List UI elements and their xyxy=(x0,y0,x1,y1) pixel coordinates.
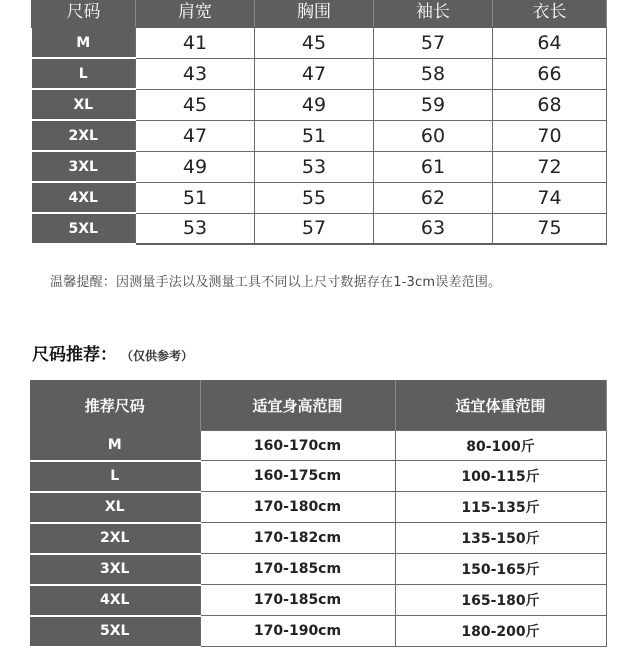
recommendation-note: （仅供参考） xyxy=(127,349,194,363)
weight-range-value: 80-100斤 xyxy=(395,431,606,461)
header-length: 衣长 xyxy=(493,0,607,28)
recommendation-heading: 尺码推荐： xyxy=(32,345,117,365)
header-size: 尺码 xyxy=(32,0,136,28)
table-row xyxy=(30,461,606,492)
header-height-range: 适宜身高范围 xyxy=(200,380,395,431)
weight-range-value: 165-180斤 xyxy=(395,585,606,616)
header-shoulder: 肩宽 xyxy=(136,0,255,28)
size-label: 3XL xyxy=(32,151,136,182)
table-row xyxy=(30,616,606,647)
sleeve-value: 57 xyxy=(374,28,493,59)
height-range-value: 170-180cm xyxy=(200,492,395,523)
length-value: 66 xyxy=(493,58,607,89)
size-label: 2XL xyxy=(32,120,136,151)
size-label: M xyxy=(30,431,200,461)
sleeve-value: 63 xyxy=(374,213,493,244)
size-label: 4XL xyxy=(30,585,200,616)
recommendation-title xyxy=(32,340,193,365)
table-row xyxy=(30,585,606,616)
height-range-value: 170-185cm xyxy=(200,554,395,585)
length-value: 68 xyxy=(493,89,607,120)
size-label: 5XL xyxy=(32,213,136,244)
weight-range-value: 135-150斤 xyxy=(395,523,606,554)
weight-range-value: 180-200斤 xyxy=(395,616,606,647)
size-label: 3XL xyxy=(30,554,200,585)
size-label: M xyxy=(32,28,136,59)
size-label: XL xyxy=(32,89,136,120)
table-row xyxy=(30,492,606,523)
height-range-value: 160-175cm xyxy=(200,461,395,492)
recommendation-table xyxy=(30,380,607,648)
sleeve-value: 59 xyxy=(374,89,493,120)
shoulder-value: 51 xyxy=(136,182,255,213)
length-value: 72 xyxy=(493,151,607,182)
shoulder-value: 47 xyxy=(136,120,255,151)
length-value: 75 xyxy=(493,213,607,244)
size-label: 2XL xyxy=(30,523,200,554)
size-label: L xyxy=(30,461,200,492)
chest-value: 49 xyxy=(255,89,374,120)
chest-value: 47 xyxy=(255,58,374,89)
length-value: 70 xyxy=(493,120,607,151)
height-range-value: 170-185cm xyxy=(200,585,395,616)
recommendation-header-row xyxy=(30,380,606,431)
size-chart-header-row xyxy=(32,0,607,28)
header-sleeve: 袖长 xyxy=(374,0,493,28)
table-row xyxy=(32,120,607,151)
chest-value: 45 xyxy=(255,28,374,59)
weight-range-value: 150-165斤 xyxy=(395,554,606,585)
measurement-tip: 温馨提醒：因测量手法以及测量工具不同以上尺寸数据存在1-3cm误差范围。 xyxy=(50,275,502,290)
header-recommended-size: 推荐尺码 xyxy=(30,380,200,431)
shoulder-value: 49 xyxy=(136,151,255,182)
shoulder-value: 53 xyxy=(136,213,255,244)
height-range-value: 170-182cm xyxy=(200,523,395,554)
size-label: 5XL xyxy=(30,616,200,647)
table-row xyxy=(32,28,607,59)
size-label: 4XL xyxy=(32,182,136,213)
weight-range-value: 115-135斤 xyxy=(395,492,606,523)
table-row xyxy=(32,213,607,244)
height-range-value: 160-170cm xyxy=(200,431,395,461)
height-range-value: 170-190cm xyxy=(200,616,395,647)
table-row xyxy=(32,182,607,213)
chest-value: 55 xyxy=(255,182,374,213)
length-value: 64 xyxy=(493,28,607,59)
sleeve-value: 62 xyxy=(374,182,493,213)
size-label: L xyxy=(32,58,136,89)
weight-range-value: 100-115斤 xyxy=(395,461,606,492)
table-row xyxy=(30,431,606,461)
sleeve-value: 61 xyxy=(374,151,493,182)
length-value: 74 xyxy=(493,182,607,213)
chest-value: 51 xyxy=(255,120,374,151)
sleeve-value: 58 xyxy=(374,58,493,89)
chest-value: 53 xyxy=(255,151,374,182)
table-row xyxy=(32,151,607,182)
header-chest: 胸围 xyxy=(255,0,374,28)
size-label: XL xyxy=(30,492,200,523)
chest-value: 57 xyxy=(255,213,374,244)
table-row xyxy=(30,523,606,554)
table-row xyxy=(32,89,607,120)
header-weight-range: 适宜体重范围 xyxy=(395,380,606,431)
shoulder-value: 43 xyxy=(136,58,255,89)
size-chart-table xyxy=(31,0,607,245)
shoulder-value: 45 xyxy=(136,89,255,120)
table-row xyxy=(32,58,607,89)
table-row xyxy=(30,554,606,585)
sleeve-value: 60 xyxy=(374,120,493,151)
shoulder-value: 41 xyxy=(136,28,255,59)
